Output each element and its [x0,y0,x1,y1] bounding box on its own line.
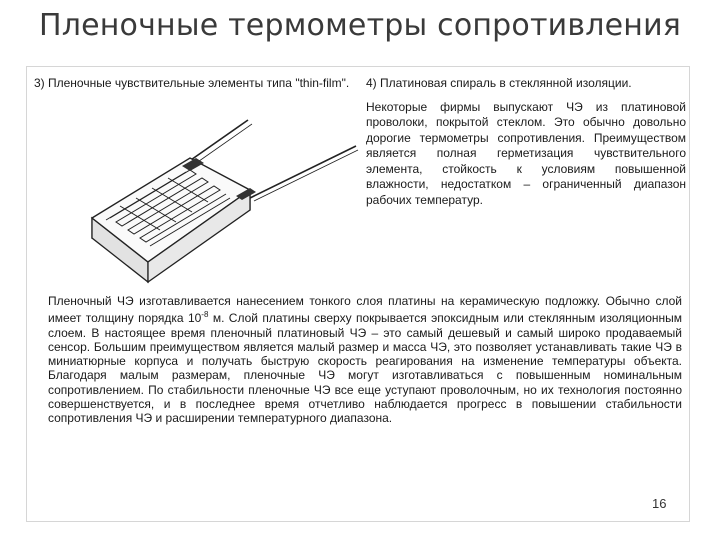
right-column-heading: 4) Платиновая спираль в стеклянной изоляции. [366,76,632,90]
right-column [366,76,686,208]
bottom-paragraph-text-1: Пленочный ЧЭ изготавливается нанесением тонкого слоя платины на керамическую подложку. Обычно слой имеет толщину порядка 10 [48,294,682,326]
right-column-paragraph: Некоторые фирмы выпускают ЧЭ из платиновой проволоки, покрытой стеклом. Это обычно довольно дорогие термометры сопротивления. Преимуществом является полная герметизация чувствительного элемента, стойкость к условиям повышенной влажности, недостатком – ограниченный диапазон рабочих температур. [366,99,686,207]
bottom-paragraph-text-2: м. Слой платины сверху покрывается эпоксидным или стеклянным изоляционным слоем. В настоящее время пленочный платиновый ЧЭ – это самый дешевый и самый широко продаваемый сенсор. Большим преимуществом является малый размер и масса ЧЭ, это позволяет устанавливать такие ЧЭ в миниатюрные корпуса и получать быструю скорость реагирования на изменение температуры объекта. Благодаря малым размерам, пленочные ЧЭ могут изготавливаться с повышенным номинальным сопротивлением. По стабильности пленочные ЧЭ все еще уступают проволочным, но их технология постоянно совершенствуется, и в последнее время отчетливо наблюдается прогресс в повышении стабильности сопротивления ЧЭ и расширении температурного диапазона. [48,311,682,426]
thin-film-sensor-drawing [40,106,360,292]
page-number: 16 [652,496,667,511]
slide-title: Пленочные термометры сопротивления [38,8,682,43]
bottom-paragraph [48,294,682,426]
left-column-heading: 3) Пленочные чувствительные элементы типа "thin-film". [34,76,350,90]
exponent: -8 [201,310,209,320]
